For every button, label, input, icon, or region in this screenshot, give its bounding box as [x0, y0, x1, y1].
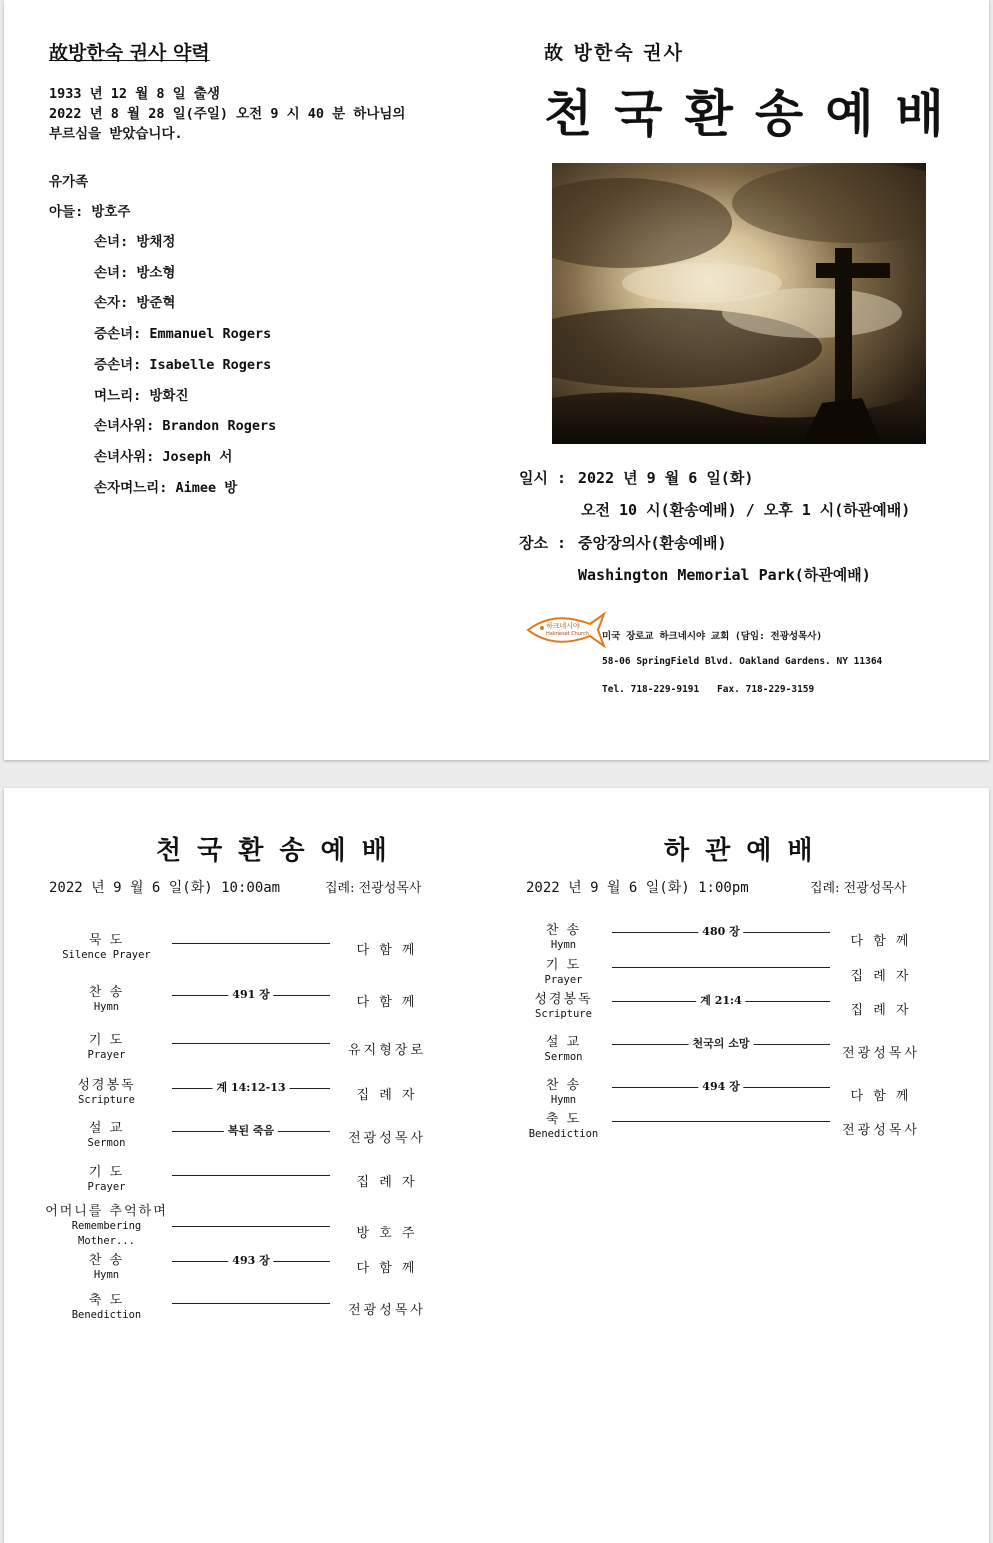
service-item-english: Sermon	[544, 1051, 583, 1063]
service-item-rule	[172, 1303, 330, 1304]
service-item-rule	[612, 1121, 830, 1122]
service-item-leader: 다 함 께	[356, 995, 418, 1010]
bio-birth: 1933 년 12 월 8 일 출생	[49, 86, 220, 102]
service-item-korean: 성경봉독	[77, 1078, 136, 1093]
service-item-leader: 집 례 자	[850, 969, 912, 984]
service-item-english-cont: Mother...	[78, 1235, 135, 1247]
service-item-korean: 찬 송	[88, 985, 125, 1000]
place-label: 장소 :	[519, 534, 567, 552]
service-item-name	[44, 1204, 169, 1249]
service-item-rule	[172, 1226, 330, 1227]
service-item-name	[44, 1253, 169, 1283]
service-item-name	[501, 1112, 626, 1142]
farewell-service-date: 2022 년 9 월 6 일(화) 10:00am	[49, 880, 281, 896]
church-address: 58-06 SpringField Blvd. Oakland Gardens. NY 11364	[602, 656, 883, 667]
family-member: 증손녀: Isabelle Rogers	[94, 356, 272, 373]
service-item-korean: 찬 송	[545, 923, 582, 938]
service-item-leader: 다 함 께	[356, 943, 418, 958]
bulletin-cover-page	[4, 0, 989, 760]
service-item-korean: 어머니를 추억하며	[45, 1204, 168, 1219]
service-item-name	[501, 1035, 626, 1065]
family-heading: 유가족	[49, 174, 89, 190]
service-item-korean: 찬 송	[545, 1078, 582, 1093]
service-item-name	[501, 992, 626, 1022]
service-item-korean: 설 교	[545, 1035, 582, 1050]
service-item-english: Hymn	[93, 1001, 120, 1013]
service-item-korean: 축 도	[545, 1112, 582, 1127]
service-item-english: Hymn	[550, 1094, 577, 1106]
service-item-english: Prayer	[87, 1181, 126, 1193]
service-item-korean: 축 도	[88, 1293, 125, 1308]
service-item-rule	[612, 967, 830, 968]
church-logo	[524, 610, 606, 650]
church-logo-text: 하크네시야	[546, 622, 580, 630]
service-item-name	[501, 1078, 626, 1108]
family-member: 증손녀: Emmanuel Rogers	[94, 326, 272, 343]
burial-service-date: 2022 년 9 월 6 일(화) 1:00pm	[526, 880, 749, 896]
place-memorial-park: Washington Memorial Park(하관예배)	[578, 566, 871, 584]
service-item-leader: 전광성목사	[842, 1123, 920, 1138]
place-funeral-home: 중앙장의사(환송예배)	[578, 534, 727, 552]
service-item-leader: 전광성목사	[842, 1046, 920, 1061]
service-item-reference: 480 장	[698, 923, 743, 939]
service-item-leader: 집 례 자	[850, 1003, 912, 1018]
service-item-english: Prayer	[544, 974, 583, 986]
family-member: 손자며느리: Aimee 방	[94, 479, 238, 496]
farewell-officiant: 집례: 전광성목사	[325, 881, 422, 896]
burial-officiant: 집례: 전광성목사	[810, 881, 907, 896]
service-item-korean: 기 도	[545, 958, 582, 973]
church-tel: Tel. 718-229-9191	[602, 684, 700, 695]
cross-sky-photo	[552, 163, 926, 444]
service-item-name	[501, 958, 626, 988]
service-item-reference: 천국의 소망	[689, 1035, 754, 1051]
service-item-name	[44, 933, 169, 963]
service-item-name	[44, 1165, 169, 1195]
service-item-korean: 찬 송	[88, 1253, 125, 1268]
family-member: 손녀: 방소형	[94, 264, 176, 281]
service-item-english: Remembering	[71, 1220, 142, 1232]
service-item-english: Sermon	[87, 1137, 126, 1149]
family-son: 아들: 방호주	[49, 204, 131, 220]
bio-death: 2022 년 8 월 28 일(주일) 오전 9 시 40 분 하나님의	[49, 106, 406, 122]
order-of-service-page	[4, 788, 989, 1543]
service-item-name	[44, 1121, 169, 1151]
service-item-rule	[172, 943, 330, 944]
service-item-english: Hymn	[550, 939, 577, 951]
service-item-reference: 계 14:12-13	[212, 1079, 289, 1095]
farewell-service-title: 천국환송예배	[156, 836, 403, 866]
service-date: 2022 년 9 월 6 일(화)	[578, 469, 754, 487]
date-label: 일시 :	[519, 469, 567, 487]
service-item-leader: 방 호 주	[356, 1226, 418, 1241]
service-item-reference: 복된 죽음	[224, 1122, 278, 1138]
bio-death-cont: 부르심을 받았습니다.	[49, 126, 183, 142]
service-times: 오전 10 시(환송예배) / 오후 1 시(하관예배)	[581, 501, 911, 519]
church-logo-sub: Hakneset Church	[546, 631, 589, 637]
service-item-english: Benediction	[71, 1309, 142, 1321]
service-item-name	[501, 923, 626, 953]
service-item-english: Benediction	[528, 1128, 599, 1140]
service-item-english: Scripture	[535, 1008, 592, 1020]
family-member: 손녀사위: Brandon Rogers	[94, 418, 277, 435]
service-item-korean: 설 교	[88, 1121, 125, 1136]
service-item-leader: 집 례 자	[356, 1175, 418, 1190]
service-item-leader: 유지형장로	[348, 1043, 426, 1058]
service-item-english: Hymn	[93, 1269, 120, 1281]
service-item-reference: 494 장	[698, 1078, 743, 1094]
service-item-rule	[172, 1175, 330, 1176]
service-item-leader: 다 함 께	[850, 934, 912, 949]
service-item-name	[44, 1293, 169, 1323]
service-item-english: Scripture	[78, 1094, 135, 1106]
service-item-leader: 집 례 자	[356, 1088, 418, 1103]
service-item-leader: 다 함 께	[356, 1261, 418, 1276]
service-item-english: Prayer	[87, 1049, 126, 1061]
bio-title: 故방한숙 권사 약력	[49, 42, 210, 64]
service-item-reference: 493 장	[228, 1252, 273, 1268]
church-name: 미국 장로교 하크네시야 교회 (담임: 전광성목사)	[602, 631, 823, 642]
service-item-korean: 묵 도	[88, 933, 125, 948]
service-item-name	[44, 1033, 169, 1063]
service-item-reference: 491 장	[228, 986, 273, 1002]
service-item-rule	[172, 1043, 330, 1044]
family-member: 손자: 방준혁	[94, 295, 176, 312]
family-member: 손녀사위: Joseph 서	[94, 448, 233, 465]
service-item-name	[44, 985, 169, 1015]
cover-subtitle: 故 방한숙 권사	[544, 42, 684, 64]
service-item-korean: 기 도	[88, 1165, 125, 1180]
service-item-reference: 계 21:4	[696, 992, 745, 1008]
service-item-leader: 전광성목사	[348, 1131, 426, 1146]
church-fax: Fax. 718-229-3159	[717, 684, 815, 695]
family-member: 손녀: 방채정	[94, 234, 176, 250]
burial-service-title: 하관예배	[664, 836, 829, 866]
family-member: 며느리: 방화진	[94, 387, 189, 404]
cover-title: 천국환송예배	[544, 84, 966, 143]
service-item-korean: 성경봉독	[534, 992, 593, 1007]
service-item-name	[44, 1078, 169, 1108]
service-item-leader: 전광성목사	[348, 1303, 426, 1318]
service-item-leader: 다 함 께	[850, 1089, 912, 1104]
service-item-english: Silence Prayer	[62, 949, 151, 961]
service-item-korean: 기 도	[88, 1033, 125, 1048]
